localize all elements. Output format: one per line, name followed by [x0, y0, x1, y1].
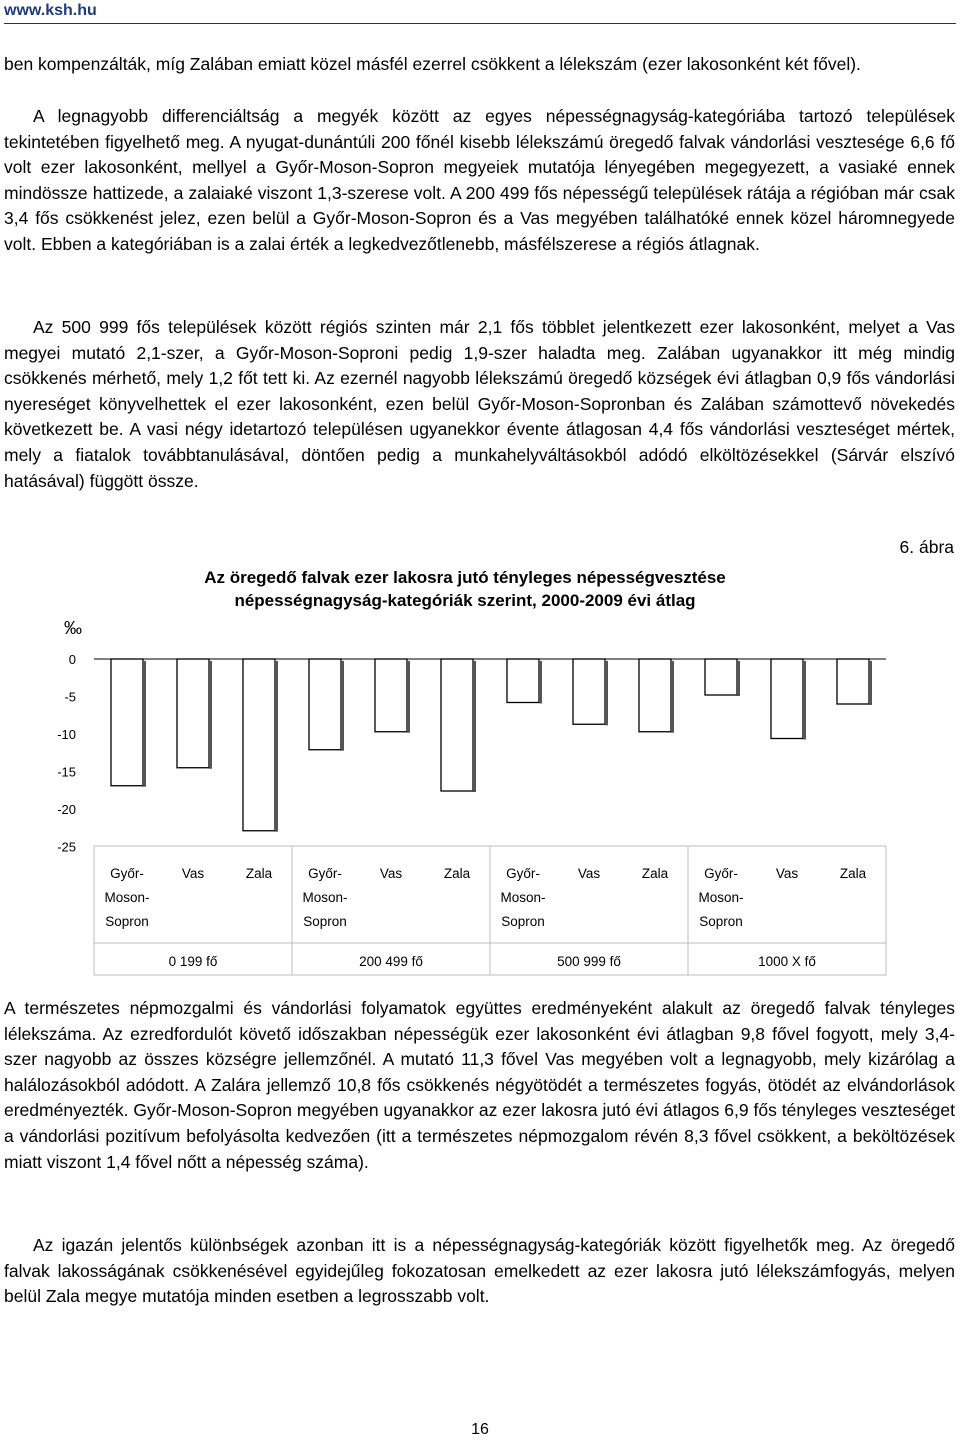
- category-label-1-0: Vas: [181, 866, 205, 881]
- category-label-9-1: Moson-: [698, 890, 744, 905]
- category-label-3-0: Győr-: [308, 866, 342, 881]
- y-tick-label-3: -15: [57, 764, 76, 780]
- bar-shadow-4: [407, 661, 410, 733]
- paragraph-4: A természetes népmozgalmi és vándorlási folyamatok együttes eredményeként alakult az öregedő falvak tényleges lélekszáma. Az ezredfordulót követő időszakban népességük ezer lakosonként évi átlagban 9,8 fővel fogyott, mely 3,4-szer nagyobb az összes községre jellemzőnél. A mutató 11,3 fővel Vas megyében volt a legnagyobb, mely kizárólag a halálozásokból adódott. A Zalára jellemző 10,8 fős csökkenés négyötödét a természetes fogyás, ötödét az elvándorlások eredményezték. Győr-Moson-Sopron megyében ugyanakkor az ezer lakosra jutó évi átlagos 6,9 fős tényleges veszteséget a vándorlási pozitívum befolyásolta kedvezően (itt a természetes népmozgalom révén 8,3 fővel csökkent, a beköltözések miatt viszont 1,4 fővel nőtt a népesség száma).: [4, 998, 955, 1172]
- bar-shadow-2: [275, 661, 278, 832]
- y-tick-label-0: 0: [68, 652, 76, 667]
- paragraph-1: ben kompenzálták, míg Zalában emiatt közel másfél ezerrel csökkent a lélekszám (ezer lakosonként két fővel).: [4, 54, 861, 74]
- bar-shadow-3: [341, 661, 344, 751]
- category-label-6-1: Moson-: [500, 890, 546, 905]
- bar-1: [177, 659, 209, 768]
- bar-9: [705, 659, 737, 695]
- chart-bars: [111, 659, 872, 832]
- bar-6: [507, 659, 539, 703]
- bar-5: [441, 659, 473, 791]
- category-label-6-0: Győr-: [506, 866, 540, 881]
- paragraph-5: Az igazán jelentős különbségek azonban itt is a népességnagyság-kategóriák között figyelhetők meg. Az öregedő falvak lakosságának csökkenésével egyidejűleg fokozatosan emelkedett az ezer lakosra jutó lélekszámfogyás, melyen belül Zala megye mutatója minden esetben a legrosszabb volt.: [4, 1235, 955, 1307]
- group-label-0: 0 199 fő: [168, 954, 218, 969]
- category-label-6-2: Sopron: [501, 914, 545, 929]
- chart-title-line-2: népességnagyság-kategóriák szerint, 2000-2009 évi átlag: [234, 591, 696, 610]
- group-label-3: 1000 X fő: [758, 954, 816, 969]
- bar-shadow-11: [869, 661, 872, 705]
- category-label-0-2: Sopron: [105, 914, 149, 929]
- category-label-9-0: Győr-: [704, 866, 738, 881]
- bar-shadow-1: [209, 661, 212, 769]
- bar-8: [639, 659, 671, 732]
- category-label-3-1: Moson-: [302, 890, 348, 905]
- bar-10: [771, 659, 803, 739]
- bar-shadow-7: [605, 661, 608, 725]
- bar-7: [573, 659, 605, 724]
- category-label-2-0: Zala: [245, 866, 273, 881]
- site-header[interactable]: www.ksh.hu: [4, 2, 97, 19]
- paragraph-2: A legnagyobb differenciáltság a megyék között az egyes népességnagyság-kategóriába tartozó települések tekintetében figyelhető meg. A nyugat-dunántúli 200 főnél kisebb lélekszámú öregedő falvak vándorlási vesztesége 6,6 fő volt ezer lakosonként, mellyel a Győr-Moson-Sopron megyeiek mutatója lényegében megegyezett, a vasiaké ennek mindössze hattizede, a zalaiaké viszont 1,3-szerese volt. A 200 499 fős népességű települések rátája a régióban már csak 3,4 fős csökkenést jelez, ezen belül a Győr-Moson-Sopron és a Vas megyében találhatóké ennek közel háromnegyede volt. Ebben a kategóriában is a zalai érték a legkedvezőtlenebb, másfélszerese a régiós átlagnak.: [4, 106, 955, 254]
- category-label-9-2: Sopron: [699, 914, 743, 929]
- bar-0: [111, 659, 143, 786]
- bar-shadow-0: [143, 661, 146, 787]
- paragraph-3: Az 500 999 fős települések között régiós szinten már 2,1 fős többlet jelentkezett ezer lakosonként, melyet a Vas megyei mutató 2,1-szer, a Győr-Moson-Soproni pedig 1,9-szer haladta meg. Zalában ugyanakkor itt még mindig csökkenés mérhető, mely 1,2 főt tett ki. Az ezernél nagyobb lélekszámú öregedő községek évi átlagban 0,9 fős vándorlási nyereséget könyvelhettek el ezer lakosonként, ezen belül Győr-Moson-Sopronban és Zalában számottevő növekedés következett be. A vasi négy idetartozó településen ugyanekkor évente átlagosan 4,4 fős vándorlási veszteséget mértek, mely a fiatalok továbbtanulásával, döntően pedig a munkahelyváltásokból adódó elköltözésekkel (Sárvár elszívó hatásával) függött össze.: [4, 317, 955, 491]
- header-divider: [4, 23, 956, 24]
- chart-axes: [94, 659, 886, 975]
- category-label-4-0: Vas: [379, 866, 403, 881]
- bar-4: [375, 659, 407, 732]
- category-label-7-0: Vas: [577, 866, 601, 881]
- group-label-2: 500 999 fő: [557, 954, 621, 969]
- category-label-3-2: Sopron: [303, 914, 347, 929]
- bar-shadow-10: [803, 661, 806, 740]
- chart-title-line-1: Az öregedő falvak ezer lakosra jutó tényleges népességvesztése: [204, 568, 726, 587]
- bar-3: [309, 659, 341, 750]
- y-tick-label-1: -5: [64, 689, 76, 705]
- y-tick-label-5: -25: [57, 839, 76, 855]
- bar-shadow-8: [671, 661, 674, 733]
- category-label-0-1: Moson-: [104, 890, 150, 905]
- page-number: 16: [471, 1421, 489, 1438]
- y-tick-label-4: -20: [57, 802, 76, 817]
- y-tick-label-2: -10: [57, 727, 76, 742]
- bar-shadow-6: [539, 661, 542, 704]
- category-label-10-0: Vas: [775, 866, 799, 881]
- bar-shadow-5: [473, 661, 476, 792]
- bar-2: [243, 659, 275, 831]
- group-label-1: 200 499 fő: [359, 954, 423, 969]
- category-label-0-0: Győr-: [110, 866, 144, 881]
- category-label-11-0: Zala: [839, 866, 867, 881]
- bar-11: [837, 659, 869, 704]
- figure-label: 6. ábra: [899, 537, 954, 557]
- y-axis-unit-label: ‰: [64, 618, 82, 638]
- bar-chart: [0, 600, 960, 980]
- bar-shadow-9: [737, 661, 740, 696]
- category-label-8-0: Zala: [641, 866, 669, 881]
- category-label-5-0: Zala: [443, 866, 471, 881]
